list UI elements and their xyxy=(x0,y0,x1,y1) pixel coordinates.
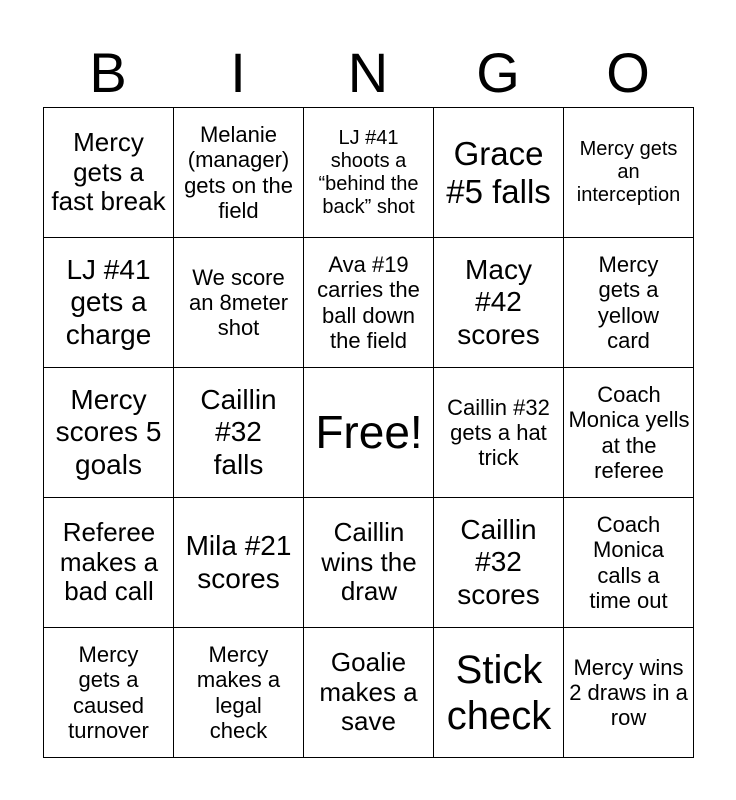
header-letter-g: G xyxy=(476,41,520,104)
header-letter-i: I xyxy=(230,41,246,104)
bingo-cell[interactable] xyxy=(304,238,434,368)
cell-text: Grace #5 falls xyxy=(446,134,551,210)
cell-text: Mercy gets a caused turnover xyxy=(68,641,149,743)
bingo-cell[interactable] xyxy=(44,238,174,368)
bingo-cell[interactable] xyxy=(564,498,694,628)
cell-text: Caillin #32 scores xyxy=(457,514,540,610)
bingo-cell[interactable] xyxy=(434,368,564,498)
cell-text: Mercy gets an interception xyxy=(576,138,681,206)
bingo-cell[interactable] xyxy=(564,108,694,238)
board-row xyxy=(44,238,694,368)
cell-text: Mercy scores 5 goals xyxy=(55,384,162,480)
bingo-cell[interactable] xyxy=(564,628,694,758)
bingo-header xyxy=(43,40,693,106)
cell-text: Mercy makes a legal check xyxy=(196,641,281,743)
cell-text: Mila #21 scores xyxy=(185,530,292,594)
cell-text: Caillin #32 falls xyxy=(200,384,277,480)
bingo-cell[interactable] xyxy=(44,628,174,758)
cell-text: Mercy gets a yellow card xyxy=(597,251,660,353)
bingo-cell[interactable] xyxy=(304,498,434,628)
bingo-cell[interactable] xyxy=(44,108,174,238)
bingo-cell[interactable] xyxy=(434,498,564,628)
header-letter-o: O xyxy=(606,41,650,104)
bingo-board xyxy=(43,107,694,758)
board-row xyxy=(44,108,694,238)
bingo-cell[interactable] xyxy=(174,368,304,498)
bingo-cell[interactable] xyxy=(174,628,304,758)
cell-text: Caillin wins the draw xyxy=(321,516,417,607)
cell-text: Coach Monica yells at the referee xyxy=(568,381,690,483)
cell-text: Ava #19 carries the ball down the field xyxy=(317,251,420,353)
bingo-cell[interactable] xyxy=(564,238,694,368)
bingo-cell[interactable] xyxy=(434,628,564,758)
cell-text: LJ #41 shoots a “behind the back” shot xyxy=(318,126,419,218)
cell-text: Goalie makes a save xyxy=(319,646,418,737)
cell-text: LJ #41 gets a charge xyxy=(65,254,152,350)
bingo-cell[interactable] xyxy=(174,238,304,368)
cell-text: Referee makes a bad call xyxy=(59,516,159,607)
header-letter-b: B xyxy=(89,41,127,104)
cell-text: Stick check xyxy=(446,647,552,738)
cell-text: Macy #42 scores xyxy=(457,254,540,350)
cell-text: Mercy gets a fast break xyxy=(51,126,166,217)
cell-text: Mercy wins 2 draws in a row xyxy=(569,654,688,731)
bingo-cell[interactable] xyxy=(434,108,564,238)
bingo-cell[interactable] xyxy=(174,108,304,238)
cell-text: Coach Monica calls a time out xyxy=(589,511,668,613)
bingo-cell[interactable] xyxy=(304,628,434,758)
free-text: Free! xyxy=(315,406,423,459)
bingo-cell[interactable] xyxy=(564,368,694,498)
board-row xyxy=(44,628,694,758)
bingo-cell[interactable] xyxy=(304,108,434,238)
bingo-cell[interactable] xyxy=(44,368,174,498)
cell-text: We score an 8meter shot xyxy=(188,264,289,341)
board-row xyxy=(44,368,694,498)
board-row xyxy=(44,498,694,628)
cell-text: Caillin #32 gets a hat trick xyxy=(447,394,550,471)
cell-text: Melanie (manager) gets on the field xyxy=(184,121,293,223)
free-cell[interactable] xyxy=(304,368,434,498)
bingo-cell[interactable] xyxy=(174,498,304,628)
bingo-cell[interactable] xyxy=(434,238,564,368)
header-letter-n: N xyxy=(347,41,389,104)
bingo-cell[interactable] xyxy=(44,498,174,628)
